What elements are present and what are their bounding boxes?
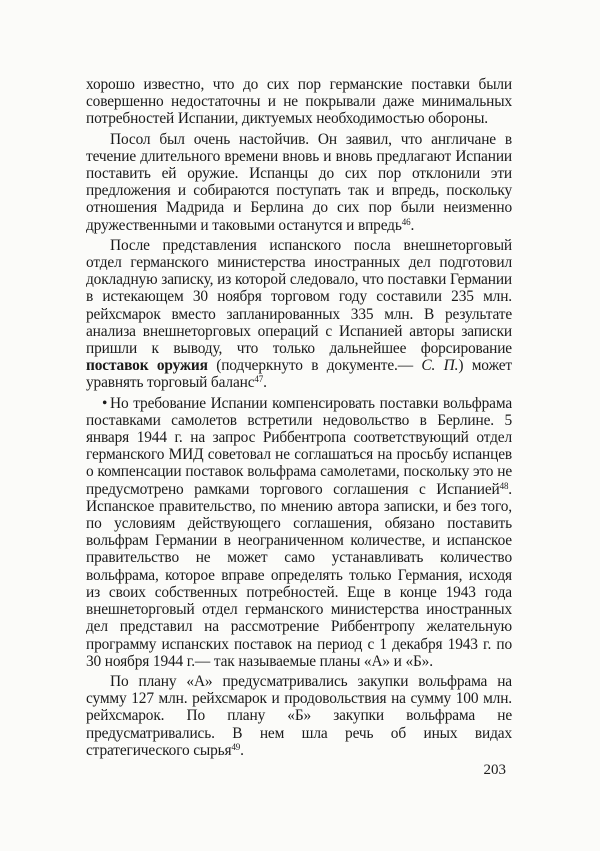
bullet-mark: •: [102, 394, 108, 412]
paragraph-3: После представления испанского посла внешнеторговый отдел германского министерства иностранных дел подготовил докладную записку, из которой следовало, что поставки Германии в истекающем 30 ноября торговом году составили 235 млн. рейхсмарок вместо запланированных 335 млн. В результате анализа внешнеторговых операций с Испанией авторы записки пришли к выводу, что только дальнейшее форсирование поставок оружия (подчеркнуто в документе.— С. П.) может уравнять торговый баланс$^{47}$.: [86, 236, 512, 392]
page-number: 203: [483, 762, 506, 778]
footnote-ref-49: 49: [231, 741, 241, 752]
author-initials: С. П.: [421, 357, 459, 375]
footnote-ref-48: 48: [499, 480, 509, 491]
paragraph-1: хорошо известно, что до сих пор германские поставки были совершенно недостаточны и не покрывали даже минимальных потребностей Испании, диктуемых необходимостью обороны.: [86, 76, 512, 128]
paragraph-5: По плану «А» предусматривались закупки вольфрама на сумму 127 млн. рейхсмарок и продовольствия на сумму 100 млн. рейхсмарок. По плану «Б» закупки вольфрама не предусматривались. В нем шла речь об иных видах стратегического сырья$^{49}$.: [86, 672, 512, 759]
emphasis-bold: поставок оружия: [86, 357, 208, 375]
footnote-ref-46: 46: [401, 216, 411, 227]
footnote-ref-47: 47: [254, 374, 264, 385]
paragraph-2: Посол был очень настойчив. Он заявил, что англичане в течение длительного времени вновь и вновь предлагают Испании поставить ей оружие. Испанцы до сих пор отклонили эти предложения и собираются поступать так и впредь, поскольку отношения Мадрида и Берлина до сих пор были неизменно дружественными и таковыми останутся и впредь$^{46}$.: [86, 130, 512, 234]
page-body: [86, 76, 512, 762]
paragraph-4: • Но требование Испании компенсировать поставки вольфрама поставками самолетов встретили недовольство в Берлине. 5 января 1944 г. на запрос Риббентропа соответствующий отдел германского МИД советовал не соглашаться на просьбу испанцев о компенсации поставок вольфрама самолетами, поскольку это не предусмотрено рамками торгового соглашения с Испанией$^{48}$. Испанское правительство, по мнению автора записки, и без того, по условиям действующего соглашения, обязано поставить вольфрам Германии в неограниченном количестве, и испанское правительство не может само устанавливать количество вольфрама, которое вправе определять только Германия, исходя из своих собственных потребностей. Еще в конце 1943 года внешнеторговый отдел германского министерства иностранных дел представил на рассмотрение Риббентропу желательную программу испанских поставок на период с 1 декабря 1943 г. по 30 ноября 1944 г.— так называемые планы «А» и «Б».: [86, 395, 512, 670]
